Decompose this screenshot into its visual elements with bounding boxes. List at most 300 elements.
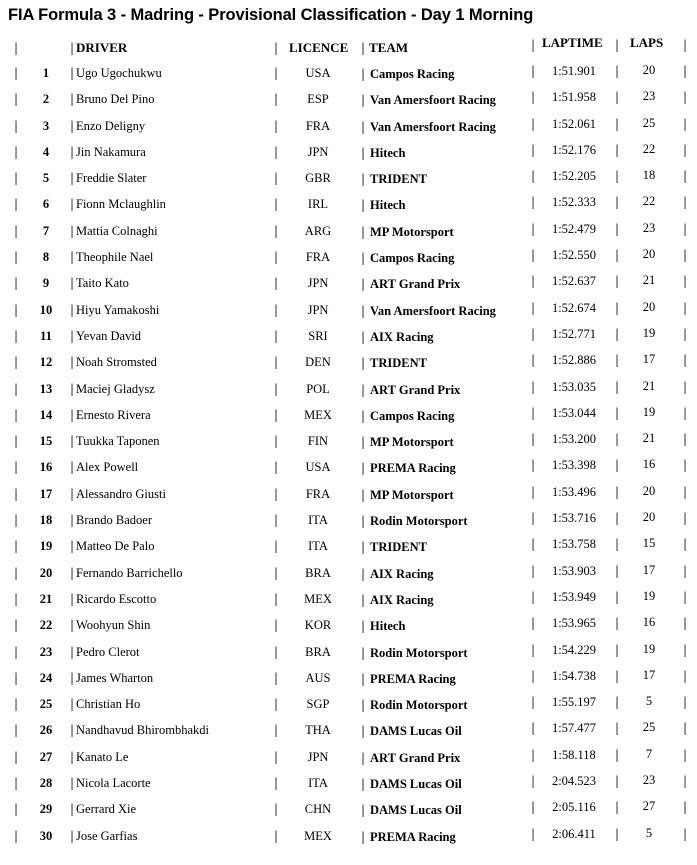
column-separator: | (361, 93, 366, 108)
column-separator: | (70, 302, 75, 317)
column-separator: | (531, 221, 536, 236)
cell-position: 3 (42, 118, 50, 133)
cell-driver: Jin Nakamura (76, 144, 146, 159)
column-separator: | (274, 565, 279, 580)
column-separator: | (274, 591, 279, 606)
cell-team: Hitech (370, 619, 406, 634)
cell-laps: 18 (642, 168, 656, 183)
column-separator: | (615, 432, 620, 447)
cell-driver: Noah Stromsted (76, 355, 157, 370)
column-separator: | (683, 747, 688, 762)
cell-licence: USA (305, 460, 331, 475)
cell-position: 23 (39, 644, 53, 659)
column-separator: | (531, 800, 536, 815)
column-separator: | (274, 644, 279, 659)
column-separator: | (361, 224, 366, 239)
cell-laps: 5 (645, 694, 653, 709)
column-separator: | (14, 776, 19, 791)
cell-laptime: 1:52.479 (551, 221, 597, 236)
column-separator: | (615, 721, 620, 736)
cell-team: Hitech (370, 198, 406, 213)
cell-position: 1 (42, 66, 50, 80)
column-separator: | (70, 66, 75, 80)
cell-licence: ITA (308, 776, 328, 791)
table-row (0, 244, 697, 270)
cell-laps: 23 (642, 773, 656, 788)
table-row (0, 796, 697, 822)
table-row (0, 533, 697, 559)
column-separator: | (361, 251, 366, 266)
cell-laptime: 1:53.903 (551, 563, 597, 578)
cell-licence: FRA (305, 250, 331, 265)
cell-team: PREMA Racing (370, 671, 456, 686)
column-separator: | (683, 800, 688, 815)
cell-team: MP Motorsport (370, 435, 454, 450)
column-separator: | (14, 539, 19, 554)
cell-laptime: 1:52.886 (551, 353, 597, 368)
column-separator: | (14, 434, 19, 449)
column-separator: | (615, 668, 620, 683)
cell-team: MP Motorsport (370, 224, 454, 239)
cell-laptime: 1:52.061 (551, 116, 597, 131)
column-separator: | (274, 539, 279, 554)
cell-laps: 17 (642, 667, 656, 682)
cell-laptime: 1:51.958 (551, 90, 597, 105)
column-separator: | (361, 119, 366, 134)
cell-position: 17 (39, 486, 53, 501)
column-separator: | (615, 248, 620, 263)
column-separator: | (274, 41, 279, 55)
cell-driver: Theophile Nael (76, 250, 154, 265)
column-separator: | (70, 223, 75, 238)
column-separator: | (274, 670, 279, 685)
cell-laptime: 1:58.118 (552, 747, 596, 762)
cell-laptime: 1:52.674 (551, 300, 597, 315)
cell-position: 27 (39, 749, 53, 764)
column-separator: | (615, 379, 620, 394)
column-separator: | (14, 591, 19, 606)
column-separator: | (531, 484, 536, 499)
column-separator: | (274, 355, 279, 370)
column-separator: | (531, 142, 536, 157)
table-row (0, 218, 697, 244)
column-separator: | (683, 221, 688, 236)
column-separator: | (683, 668, 688, 683)
cell-driver: Kanato Le (76, 749, 129, 764)
cell-laps: 5 (645, 825, 653, 840)
column-separator: | (70, 697, 75, 712)
column-separator: | (361, 303, 366, 318)
cell-team: DAMS Lucas Oil (370, 777, 462, 792)
cell-position: 20 (39, 565, 53, 580)
table-row (0, 402, 697, 428)
cell-licence: JPN (307, 144, 329, 159)
column-separator: | (531, 90, 536, 105)
table-row (0, 191, 697, 217)
column-separator: | (683, 589, 688, 604)
table-row (0, 823, 697, 849)
cell-position: 14 (39, 407, 53, 422)
column-separator: | (274, 223, 279, 238)
column-separator: | (274, 697, 279, 712)
table-row (0, 481, 697, 507)
column-separator: | (683, 511, 688, 526)
table-row (0, 270, 697, 296)
column-separator: | (70, 486, 75, 501)
cell-team: Rodin Motorsport (370, 514, 468, 529)
column-separator: | (14, 328, 19, 343)
column-separator: | (615, 221, 620, 236)
column-separator: | (361, 67, 366, 81)
cell-laptime: 1:51.901 (551, 64, 597, 78)
column-separator: | (531, 668, 536, 683)
column-separator: | (70, 381, 75, 396)
column-separator: | (70, 644, 75, 659)
cell-position: 18 (39, 513, 53, 528)
cell-driver: Alex Powell (76, 460, 139, 475)
column-separator: | (361, 487, 366, 502)
cell-driver: Hiyu Yamakoshi (76, 302, 160, 317)
column-separator: | (683, 169, 688, 184)
cell-laps: 20 (642, 247, 656, 262)
column-separator: | (615, 537, 620, 552)
column-separator: | (683, 695, 688, 710)
cell-laptime: 1:54.738 (551, 668, 597, 683)
table-row (0, 744, 697, 770)
cell-licence: POL (306, 381, 330, 396)
column-separator: | (615, 800, 620, 815)
cell-licence: MEX (304, 591, 332, 606)
column-separator: | (274, 302, 279, 317)
cell-laptime: 1:53.716 (551, 511, 597, 526)
cell-position: 25 (39, 697, 53, 712)
column-separator: | (361, 566, 366, 581)
cell-driver: Enzo Deligny (76, 118, 146, 133)
header-laps: LAPS (630, 35, 664, 50)
cell-position: 8 (42, 250, 50, 265)
column-separator: | (683, 300, 688, 315)
cell-laps: 25 (642, 115, 656, 130)
cell-licence: SGP (306, 697, 330, 712)
column-separator: | (683, 537, 688, 552)
cell-position: 22 (39, 618, 53, 633)
column-separator: | (70, 434, 75, 449)
column-separator: | (361, 514, 366, 529)
cell-team: Campos Racing (370, 67, 455, 81)
cell-laps: 25 (642, 720, 656, 735)
column-separator: | (14, 486, 19, 501)
cell-team: Rodin Motorsport (370, 698, 468, 713)
cell-licence: BRA (305, 565, 331, 580)
cell-laps: 22 (642, 141, 656, 156)
cell-team: MP Motorsport (370, 487, 454, 502)
column-separator: | (14, 460, 19, 475)
cell-licence: ITA (308, 513, 328, 528)
column-separator: | (615, 826, 620, 841)
column-separator: | (70, 328, 75, 343)
cell-position: 24 (39, 670, 53, 685)
cell-laps: 17 (642, 352, 656, 367)
cell-licence: GBR (305, 171, 331, 186)
column-separator: | (531, 747, 536, 762)
cell-team: ART Grand Prix (370, 277, 461, 292)
cell-laps: 20 (642, 299, 656, 314)
column-separator: | (531, 616, 536, 631)
cell-team: DAMS Lucas Oil (370, 803, 462, 818)
column-separator: | (615, 274, 620, 289)
column-separator: | (274, 328, 279, 343)
header-driver: DRIVER (76, 40, 128, 55)
column-separator: | (274, 171, 279, 186)
cell-position: 28 (39, 776, 53, 791)
cell-licence: ITA (308, 539, 328, 554)
cell-laptime: 1:57.477 (551, 721, 597, 736)
column-separator: | (531, 300, 536, 315)
cell-position: 12 (39, 355, 53, 370)
cell-laps: 17 (642, 562, 656, 577)
cell-laptime: 1:54.229 (551, 642, 597, 657)
cell-laps: 15 (642, 536, 656, 551)
column-separator: | (70, 565, 75, 580)
column-separator: | (70, 749, 75, 764)
cell-laps: 19 (642, 588, 656, 603)
column-separator: | (70, 92, 75, 107)
column-separator: | (683, 826, 688, 841)
cell-driver: Matteo De Palo (76, 539, 155, 554)
table-row (0, 665, 697, 691)
column-separator: | (14, 749, 19, 764)
column-separator: | (70, 355, 75, 370)
column-separator: | (361, 356, 366, 371)
cell-driver: Tuukka Taponen (76, 434, 160, 449)
cell-laptime: 1:53.044 (551, 405, 597, 420)
column-separator: | (615, 563, 620, 578)
column-separator: | (615, 326, 620, 341)
column-separator: | (615, 169, 620, 184)
column-separator: | (683, 774, 688, 789)
column-separator: | (14, 92, 19, 107)
column-separator: | (274, 618, 279, 633)
cell-position: 16 (39, 460, 53, 475)
cell-driver: Alessandro Giusti (76, 486, 166, 501)
column-separator: | (683, 642, 688, 657)
table-row (0, 60, 697, 86)
column-separator: | (615, 511, 620, 526)
column-separator: | (683, 142, 688, 157)
column-separator: | (683, 274, 688, 289)
column-separator: | (531, 774, 536, 789)
column-separator: | (683, 484, 688, 499)
column-separator: | (361, 803, 366, 818)
table-row (0, 770, 697, 796)
column-separator: | (70, 670, 75, 685)
cell-team: Campos Racing (370, 408, 455, 423)
column-separator: | (14, 144, 19, 159)
column-separator: | (361, 408, 366, 423)
column-separator: | (683, 353, 688, 368)
cell-team: Van Amersfoort Racing (370, 119, 496, 134)
cell-position: 11 (40, 328, 52, 343)
cell-laps: 19 (642, 641, 656, 656)
cell-licence: MEX (304, 407, 332, 422)
cell-laptime: 1:53.200 (551, 432, 597, 447)
column-separator: | (683, 116, 688, 131)
cell-laps: 23 (642, 220, 656, 235)
column-separator: | (531, 458, 536, 473)
cell-licence: JPN (307, 302, 329, 317)
cell-position: 5 (42, 171, 50, 186)
column-separator: | (70, 513, 75, 528)
cell-driver: Ugo Ugochukwu (76, 66, 162, 80)
cell-laptime: 1:53.965 (551, 616, 597, 631)
column-separator: | (361, 172, 366, 187)
cell-licence: MEX (304, 828, 332, 843)
cell-laps: 19 (642, 404, 656, 419)
cell-position: 21 (39, 591, 53, 606)
cell-licence: ARG (304, 223, 332, 238)
column-separator: | (683, 616, 688, 631)
cell-laps: 16 (642, 457, 656, 472)
cell-laps: 7 (645, 746, 653, 761)
table-row (0, 349, 697, 375)
column-separator: | (14, 355, 19, 370)
column-separator: | (14, 41, 19, 55)
column-separator: | (361, 724, 366, 739)
cell-laptime: 2:04.523 (551, 774, 597, 789)
column-separator: | (274, 407, 279, 422)
cell-licence: AUS (305, 670, 331, 685)
column-separator: | (531, 116, 536, 131)
column-separator: | (531, 326, 536, 341)
cell-licence: CHN (304, 802, 332, 817)
column-separator: | (361, 829, 366, 844)
column-separator: | (274, 66, 279, 80)
column-separator: | (361, 592, 366, 607)
column-separator: | (274, 197, 279, 212)
column-separator: | (14, 223, 19, 238)
cell-laptime: 2:05.116 (552, 800, 596, 815)
column-separator: | (531, 826, 536, 841)
cell-laptime: 1:52.771 (551, 326, 597, 341)
table-row (0, 113, 697, 139)
cell-driver: Ricardo Escotto (76, 591, 157, 606)
header-laptime: LAPTIME (542, 35, 603, 50)
column-separator: | (14, 723, 19, 738)
column-separator: | (615, 353, 620, 368)
column-separator: | (274, 250, 279, 265)
column-separator: | (615, 116, 620, 131)
column-separator: | (70, 828, 75, 843)
column-separator: | (274, 276, 279, 291)
cell-laps: 20 (642, 63, 656, 77)
cell-driver: Freddie Slater (76, 171, 147, 186)
column-separator: | (14, 66, 19, 80)
column-separator: | (683, 326, 688, 341)
cell-team: AIX Racing (370, 329, 434, 344)
column-separator: | (14, 381, 19, 396)
column-separator: | (14, 197, 19, 212)
cell-driver: Mattia Colnaghi (76, 223, 158, 238)
cell-laptime: 1:52.176 (551, 142, 597, 157)
column-separator: | (14, 407, 19, 422)
cell-laptime: 1:53.496 (551, 484, 597, 499)
column-separator: | (70, 144, 75, 159)
column-separator: | (274, 118, 279, 133)
cell-team: AIX Racing (370, 566, 434, 581)
table-row (0, 717, 697, 743)
column-separator: | (361, 540, 366, 555)
cell-driver: Christian Ho (76, 697, 141, 712)
column-separator: | (615, 616, 620, 631)
column-separator: | (361, 671, 366, 686)
column-separator: | (531, 379, 536, 394)
cell-licence: THA (305, 723, 331, 738)
table-row (0, 86, 697, 112)
column-separator: | (683, 379, 688, 394)
column-separator: | (615, 300, 620, 315)
cell-licence: JPN (307, 749, 329, 764)
cell-team: ART Grand Prix (370, 382, 461, 397)
column-separator: | (14, 276, 19, 291)
cell-driver: Gerrard Xie (76, 802, 137, 817)
cell-driver: Yevan David (76, 328, 142, 343)
column-separator: | (70, 118, 75, 133)
cell-team: TRIDENT (370, 540, 427, 555)
column-separator: | (274, 513, 279, 528)
cell-laps: 19 (642, 325, 656, 340)
table-row (0, 165, 697, 191)
column-separator: | (531, 537, 536, 552)
table-row (0, 428, 697, 454)
table-row (0, 639, 697, 665)
column-separator: | (70, 618, 75, 633)
column-separator: | (531, 274, 536, 289)
column-separator: | (274, 486, 279, 501)
header-team: TEAM (369, 40, 408, 55)
column-separator: | (531, 248, 536, 263)
cell-laptime: 1:52.550 (551, 248, 597, 263)
table-row (0, 376, 697, 402)
column-separator: | (615, 38, 620, 52)
cell-licence: JPN (307, 276, 329, 291)
column-separator: | (70, 407, 75, 422)
column-separator: | (531, 64, 536, 78)
cell-laps: 16 (642, 615, 656, 630)
column-separator: | (14, 670, 19, 685)
column-separator: | (361, 645, 366, 660)
column-separator: | (361, 619, 366, 634)
column-separator: | (274, 92, 279, 107)
cell-position: 19 (39, 539, 53, 554)
column-separator: | (361, 750, 366, 765)
column-separator: | (361, 461, 366, 476)
table-row (0, 297, 697, 323)
table-row (0, 454, 697, 480)
column-separator: | (615, 747, 620, 762)
cell-position: 4 (42, 144, 50, 159)
cell-laptime: 1:55.197 (551, 695, 597, 710)
cell-position: 7 (42, 223, 50, 238)
cell-licence: ESP (307, 92, 329, 107)
cell-team: PREMA Racing (370, 461, 456, 476)
table-row (0, 612, 697, 638)
column-separator: | (531, 695, 536, 710)
cell-driver: Fionn Mclaughlin (76, 197, 166, 212)
cell-team: Rodin Motorsport (370, 645, 468, 660)
cell-licence: IRL (307, 197, 329, 212)
column-separator: | (274, 828, 279, 843)
cell-position: 15 (39, 434, 53, 449)
